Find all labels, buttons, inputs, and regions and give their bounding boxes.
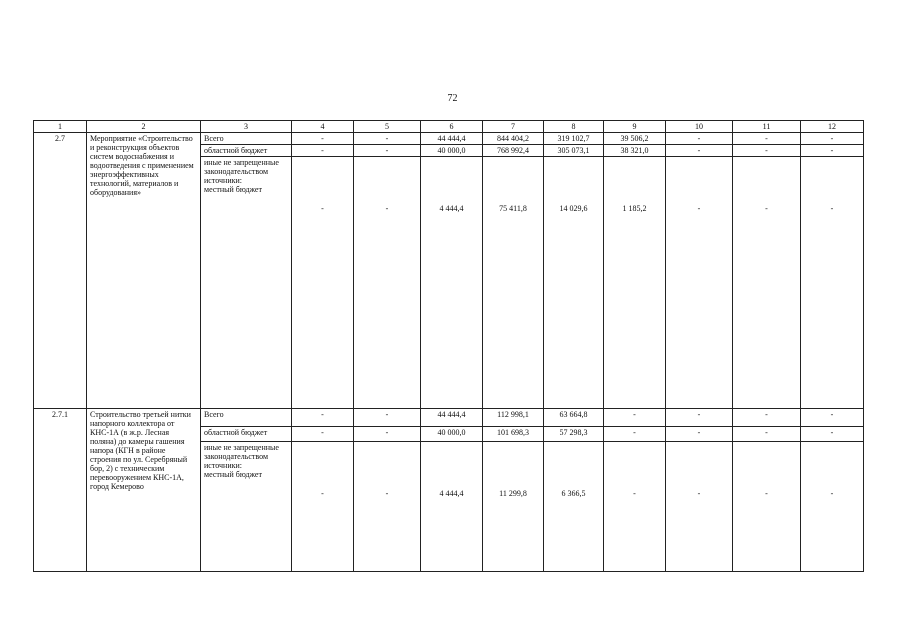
value-cell <box>604 157 666 409</box>
page-number: 72 <box>447 93 458 104</box>
value-text: 4 444,4 <box>439 204 464 213</box>
value-cell: 40 000,0 <box>421 427 483 442</box>
budget-table <box>33 120 864 572</box>
source-label: областной бюджет <box>201 145 292 157</box>
header-cell: 9 <box>604 121 666 133</box>
value-cell: 38 321,0 <box>604 145 666 157</box>
value-cell: - <box>666 409 733 427</box>
value-text: - <box>830 204 834 213</box>
value-cell <box>354 157 421 409</box>
value-text: - <box>385 204 389 213</box>
value-cell: 305 073,1 <box>544 145 604 157</box>
value-cell <box>666 442 733 572</box>
value-cell: - <box>733 145 801 157</box>
item-number: 2.7 <box>34 133 87 409</box>
value-cell <box>483 442 544 572</box>
value-cell <box>733 442 801 572</box>
value-text: - <box>765 204 768 213</box>
value-text: - <box>385 489 389 498</box>
value-text: 14 029,6 <box>559 204 588 213</box>
table-row-total <box>34 133 864 145</box>
value-cell: 63 664,8 <box>544 409 604 427</box>
value-cell: - <box>354 427 421 442</box>
value-text: 6 366,5 <box>561 489 586 498</box>
value-text: 4 444,4 <box>439 489 464 498</box>
value-cell: - <box>354 133 421 145</box>
value-cell: - <box>666 427 733 442</box>
value-cell: 101 698,3 <box>483 427 544 442</box>
value-cell: - <box>604 409 666 427</box>
value-text: - <box>697 204 701 213</box>
value-cell: - <box>733 409 801 427</box>
header-cell: 12 <box>801 121 864 133</box>
value-cell: 44 444,4 <box>421 409 483 427</box>
value-cell: - <box>604 427 666 442</box>
value-text: - <box>697 489 701 498</box>
value-cell <box>483 157 544 409</box>
value-cell: 112 998,1 <box>483 409 544 427</box>
source-label: иные не запрещенные законодательством источники: <box>204 158 279 185</box>
header-cell: 11 <box>733 121 801 133</box>
value-cell <box>544 157 604 409</box>
value-cell: - <box>666 145 733 157</box>
value-cell: 57 298,3 <box>544 427 604 442</box>
header-cell: 1 <box>34 121 87 133</box>
header-cell: 4 <box>292 121 354 133</box>
table-row-total <box>34 409 864 427</box>
header-cell: 6 <box>421 121 483 133</box>
value-cell: - <box>354 409 421 427</box>
header-cell: 10 <box>666 121 733 133</box>
value-cell <box>354 442 421 572</box>
value-cell: - <box>292 133 354 145</box>
source-label: Всего <box>201 133 292 145</box>
header-cell: 7 <box>483 121 544 133</box>
value-text: - <box>765 489 768 498</box>
value-text: 11 299,8 <box>499 489 527 498</box>
value-cell <box>801 157 864 409</box>
value-cell: - <box>801 409 864 427</box>
source-label: Всего <box>201 409 292 427</box>
source-sublabel: местный бюджет <box>204 185 262 194</box>
value-cell <box>733 157 801 409</box>
item-title: Мероприятие «Строительство и реконструкция объектов систем водоснабжения и водоотведения с применением энергоэффективных технологий, материалов и оборудования» <box>87 133 201 409</box>
source-label: иные не запрещенные законодательством источники: <box>204 443 279 470</box>
value-cell: - <box>801 427 864 442</box>
header-row <box>34 121 864 133</box>
header-cell: 2 <box>87 121 201 133</box>
source-label: областной бюджет <box>201 427 292 442</box>
value-cell: - <box>292 427 354 442</box>
value-cell <box>544 442 604 572</box>
value-cell <box>801 442 864 572</box>
value-cell <box>604 442 666 572</box>
value-text: - <box>321 204 324 213</box>
value-text: - <box>321 489 324 498</box>
value-text: - <box>633 489 636 498</box>
value-cell <box>292 157 354 409</box>
value-cell: 844 404,2 <box>483 133 544 145</box>
header-cell: 5 <box>354 121 421 133</box>
value-cell: 44 444,4 <box>421 133 483 145</box>
value-cell: 39 506,2 <box>604 133 666 145</box>
value-cell: - <box>801 133 864 145</box>
source-cell <box>201 442 292 572</box>
value-cell <box>292 442 354 572</box>
value-text: 75 411,8 <box>499 204 527 213</box>
header-cell: 3 <box>201 121 292 133</box>
value-cell: - <box>666 133 733 145</box>
item-number: 2.7.1 <box>34 409 87 572</box>
value-cell: - <box>292 409 354 427</box>
value-cell <box>421 157 483 409</box>
value-cell: - <box>733 427 801 442</box>
value-cell: - <box>292 145 354 157</box>
value-cell <box>666 157 733 409</box>
value-cell: 319 102,7 <box>544 133 604 145</box>
value-cell: - <box>354 145 421 157</box>
value-cell: 768 992,4 <box>483 145 544 157</box>
value-cell: 40 000,0 <box>421 145 483 157</box>
value-cell: - <box>733 133 801 145</box>
source-sublabel: местный бюджет <box>204 470 262 479</box>
value-text: 1 185,2 <box>622 204 647 213</box>
item-title: Строительство третьей нитки напорного коллектора от КНС-1А (в ж.р. Лесная поляна) до камеры гашения напора (КГН в районе строения по ул. Серебряный бор, 2) с техническим перевооружением КНС-1А, город Кемерово <box>87 409 201 572</box>
value-cell <box>421 442 483 572</box>
value-text: - <box>830 489 834 498</box>
value-cell: - <box>801 145 864 157</box>
header-cell: 8 <box>544 121 604 133</box>
source-cell <box>201 157 292 409</box>
